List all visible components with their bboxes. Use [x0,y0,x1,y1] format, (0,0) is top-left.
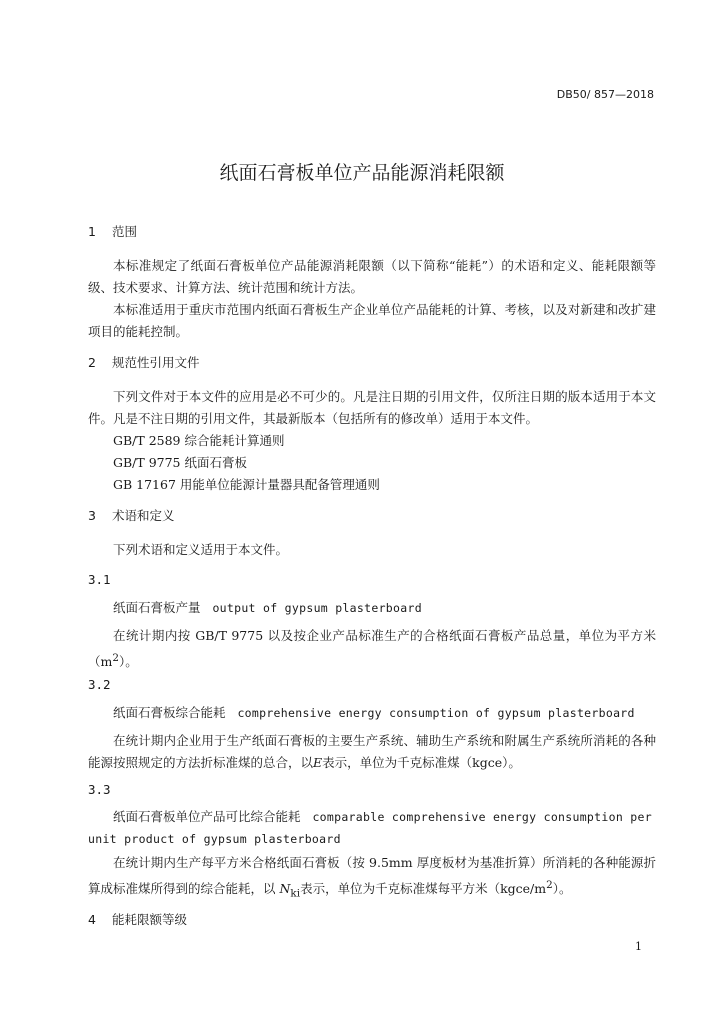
page-number: 1 [635,940,642,953]
term-chinese: 纸面石膏板单位产品可比综合能耗 [113,809,301,824]
term-definition: 在统计期内企业用于生产纸面石膏板的主要生产系统、辅助生产系统和附属生产系统所消耗的各种能源按照规定的方法折标准煤的总合，以E表示，单位为千克标准煤（kgce）。 [88,733,656,770]
section-title: 范围 [111,224,137,239]
term-heading [88,597,656,619]
term-definition: 在统计期内按 GB/T 9775 以及按企业产品标准生产的合格纸面石膏板产品总量，单位为平方米$(m^2)$。 [88,628,656,670]
reference-item: GB 17167 用能单位能源计量器具配备管理通则 [113,477,380,492]
section-heading-normative-references [88,353,200,371]
term-english: comparable comprehensive energy consumption per unit product of gypsum plasterboard [88,810,652,846]
section-title: 能耗限额等级 [111,912,187,927]
term-number: 3.2 [88,677,111,692]
term-english: output of gypsum plasterboard [212,601,422,615]
standard-code: DB50/ 857—2018 [556,88,654,101]
scope-paragraph-2: 本标准适用于重庆市范围内纸面石膏板生产企业单位产品能耗的计算、考核，以及对新建和改扩建项目的能耗控制。 [88,302,656,339]
term-number: 3.1 [88,572,111,587]
section-heading-consumption-grades [88,910,187,928]
section-number: 3 [88,508,96,523]
term-number: 3.3 [88,782,111,797]
section-title: 规范性引用文件 [111,355,200,370]
term-heading [88,702,656,724]
terms-intro-paragraph: 下列术语和定义适用于本文件。 [113,542,289,557]
scope-paragraph-1: 本标准规定了纸面石膏板单位产品能源消耗限额（以下简称“能耗”）的术语和定义、能耗限额等级、技术要求、计算方法、统计范围和统计方法。 [88,258,656,295]
reference-item: GB/T 2589 综合能耗计算通则 [113,433,285,448]
term-english: comprehensive energy consumption of gypsum plasterboard [237,706,635,720]
normative-intro-paragraph: 下列文件对于本文件的应用是必不可少的。凡是注日期的引用文件，仅所注日期的版本适用于本文件。凡是不注日期的引用文件，其最新版本（包括所有的修改单）适用于本文件。 [88,389,656,426]
reference-item: GB/T 9775 纸面石膏板 [113,455,247,470]
section-number: 2 [88,355,96,370]
section-heading-terms [88,506,175,524]
term-chinese: 纸面石膏板综合能耗 [113,705,226,720]
section-number: 4 [88,912,96,927]
section-number: 1 [88,224,96,239]
section-title: 术语和定义 [111,508,175,523]
document-title: 纸面石膏板单位产品能源消耗限额 [219,162,505,184]
term-heading [88,806,656,850]
section-heading-scope [88,222,137,240]
term-chinese: 纸面石膏板产量 [113,600,201,615]
term-definition: 在统计期内生产每平方米合格纸面石膏板（按 9.5mm 厚度板材为基准折算）所消耗的各种能源折算成标准煤所得到的综合能耗，以 $N_{ki}$表示，单位为千克标准煤每平方米$(kgce/m^2)$。 [88,855,656,900]
